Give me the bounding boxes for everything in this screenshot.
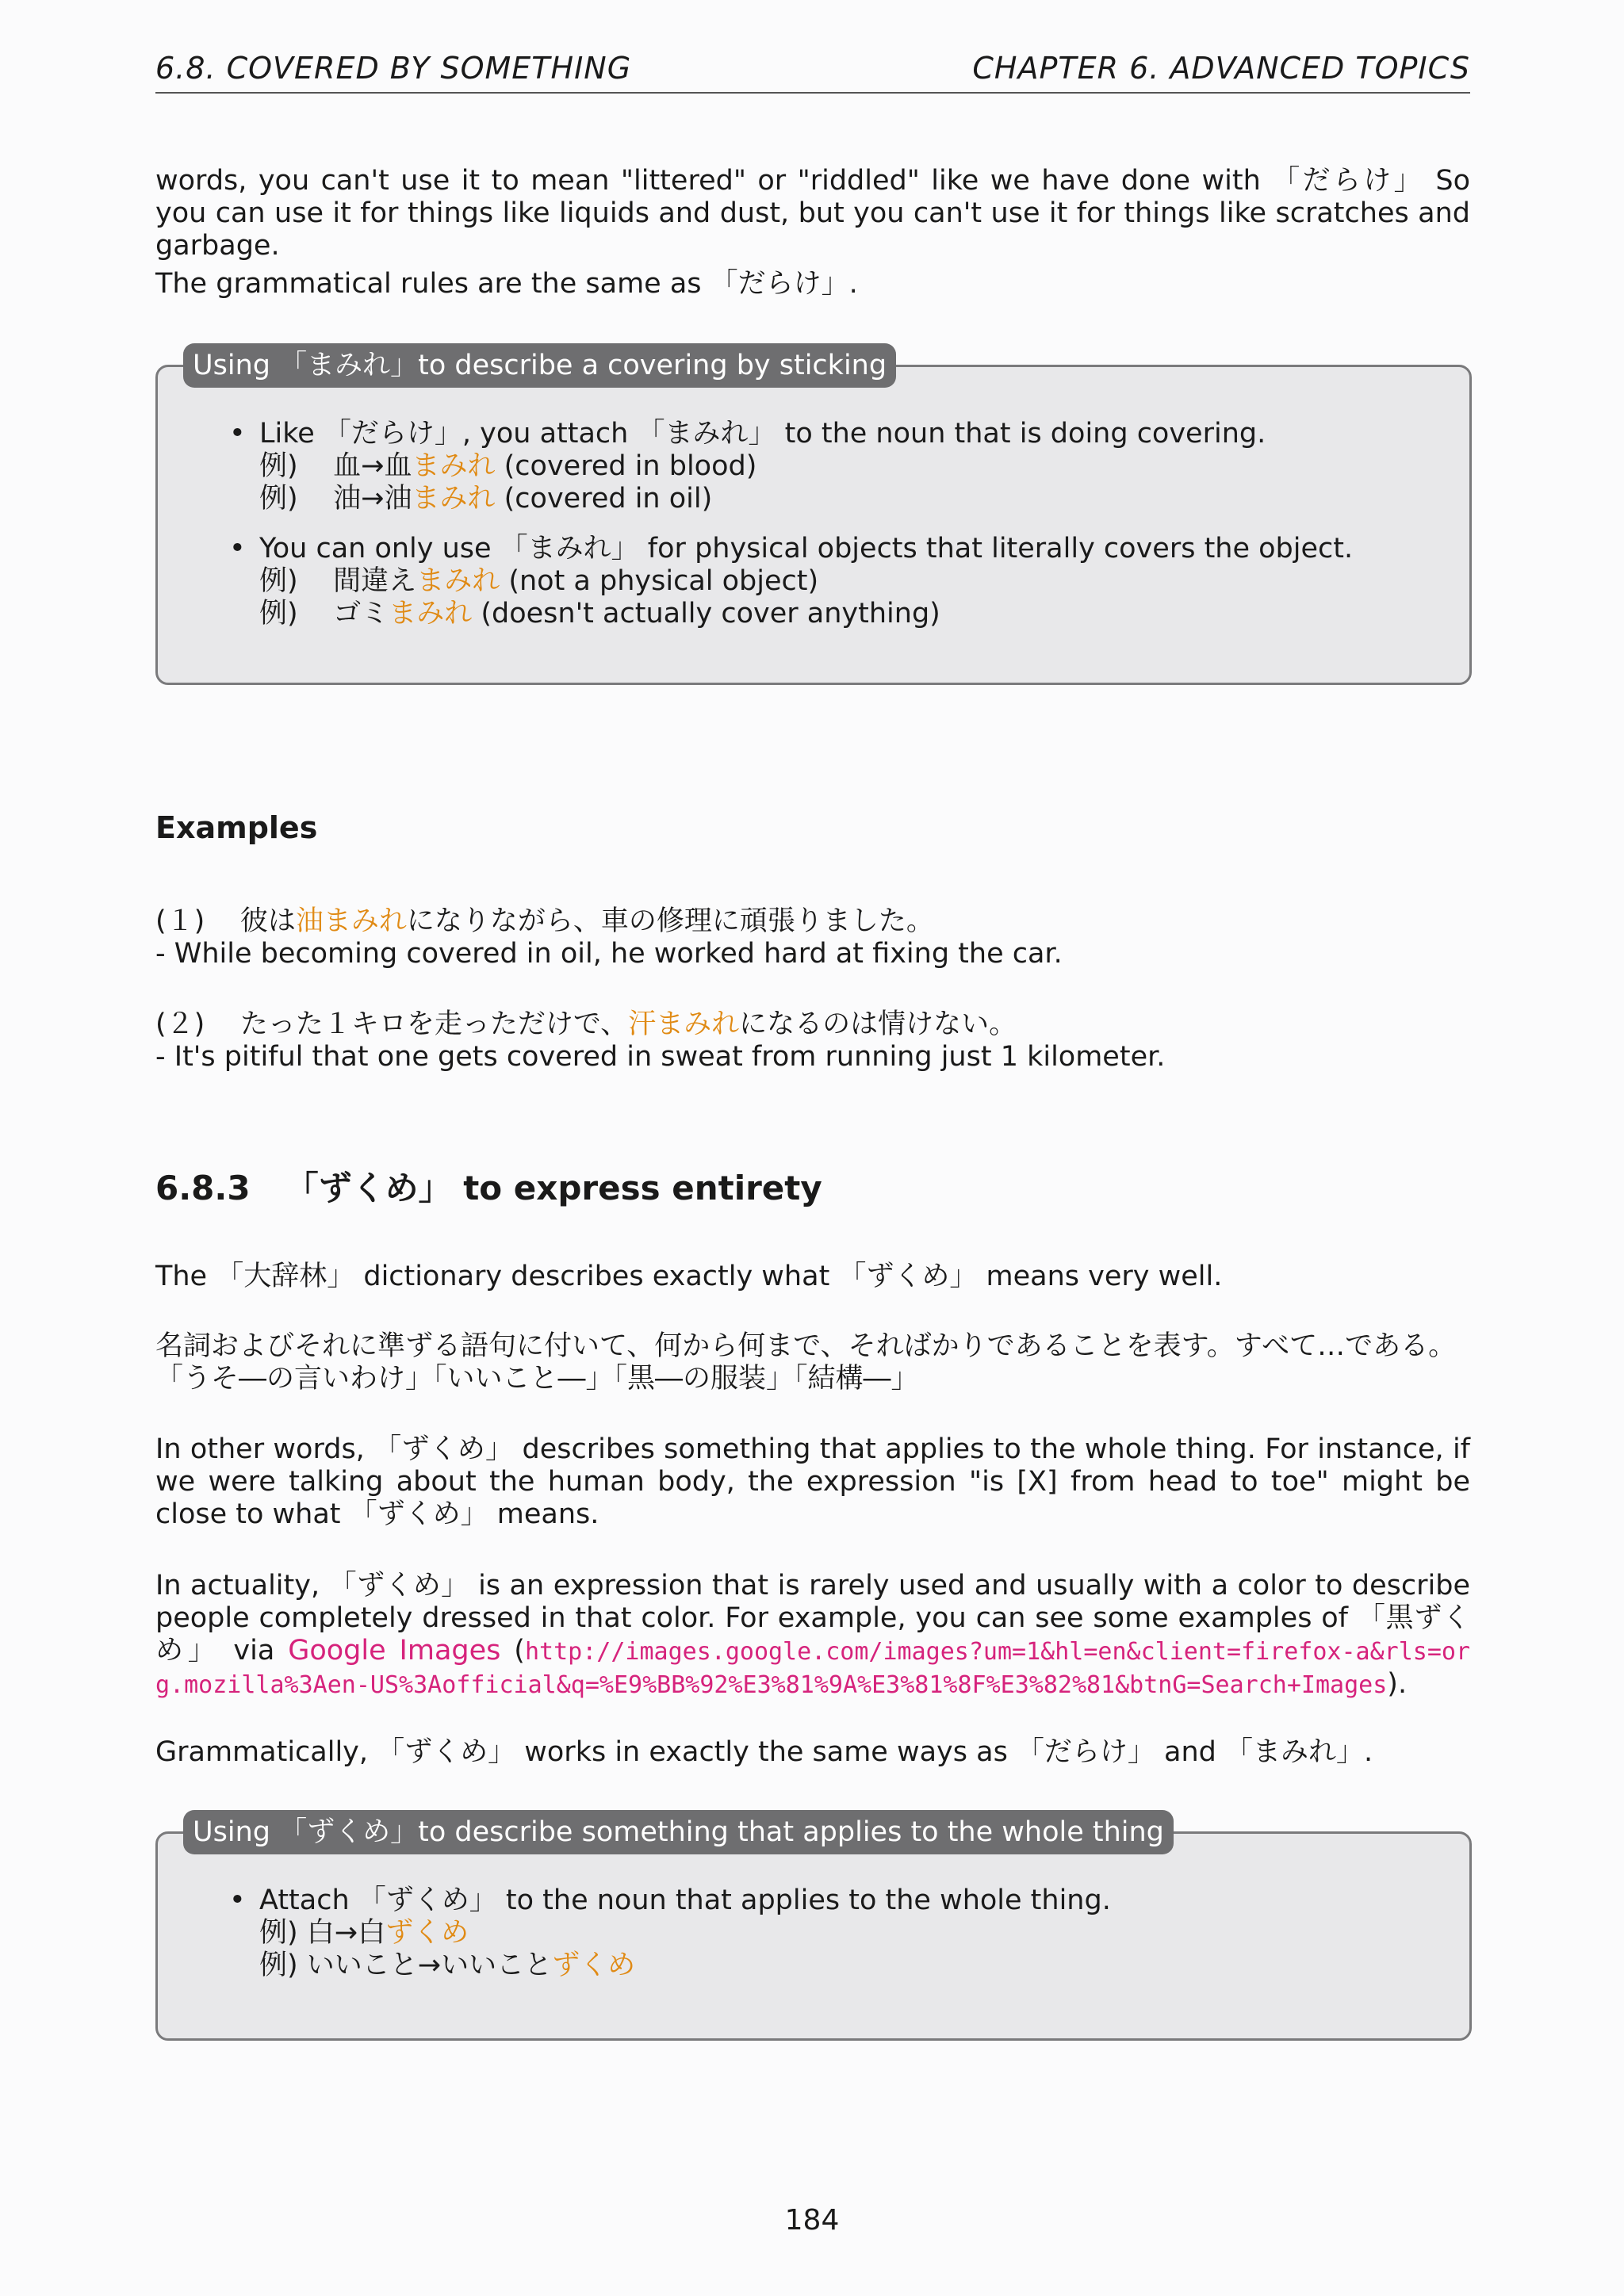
grammar-paragraph: Grammatically, 「ずくめ」 works in exactly the same ways as 「だらけ」 and 「まみれ」. — [155, 1736, 1373, 1768]
examples-heading: Examples — [155, 810, 318, 845]
zukume-rule-box — [155, 1816, 1472, 2041]
section-heading — [155, 1162, 822, 1210]
grammar-rule-paragraph: The grammatical rules are the same as 「だらけ」. — [155, 268, 858, 300]
example-row: 例) ゴミまみれ (doesn't actually cover anything) — [259, 598, 940, 629]
example-sentence-2: (２) たった１キロを走っただけで、汗まみれになるのは情けない。 - It's pitiful that one gets covered in sweat from running just 1 kilometer. — [155, 1008, 1166, 1073]
box-title: Using 「ずくめ」to describe something that applies to the whole thing — [183, 1810, 1174, 1854]
list-item — [158, 533, 1469, 630]
bullet-icon: • — [229, 1885, 246, 1916]
mamire-rule-box — [155, 350, 1472, 685]
page-number: 184 — [784, 2204, 840, 2237]
bullet-text: You can only use 「まみれ」 for physical objects that literally covers the object. — [259, 533, 1354, 564]
bullet-icon: • — [229, 533, 246, 564]
header-section: 6.8. COVERED BY SOMETHING — [155, 51, 632, 86]
example-row: 例) 油→油まみれ (covered in oil) — [259, 483, 713, 515]
example-row: 例) 血→血まみれ (covered in blood) — [259, 450, 757, 482]
example-row: 例) 間違えまみれ (not a physical object) — [259, 565, 819, 597]
example-row: 例) 白→白ずくめ — [259, 1917, 469, 1949]
section-title: 「ずくめ」 to express entirety — [285, 1169, 822, 1207]
example-row: 例) いいこと→いいことずくめ — [259, 1950, 636, 1981]
dictionary-intro-paragraph: The 「大辞林」 dictionary describes exactly what 「ずくめ」 means very well. — [155, 1261, 1223, 1292]
section-number: 6.8.3 — [155, 1169, 251, 1207]
list-item — [158, 1885, 1469, 1982]
google-images-link[interactable]: Google Images — [288, 1635, 501, 1667]
header-chapter: CHAPTER 6. ADVANCED TOPICS — [972, 51, 1470, 86]
intro-paragraph: words, you can't use it to mean "littered" or "riddled" like we have done with 「だらけ」 So you can use it for things like liquids and dust, but you can't use it for things like scratches and garbage. — [155, 165, 1470, 262]
example-translation: - While becoming covered in oil, he worked hard at fixing the car. — [155, 938, 1063, 970]
running-header — [155, 51, 1470, 94]
usage-paragraph: In actuality, 「ずくめ」 is an expression that is rarely used and usually with a color to describe people completely dressed in that color. For example, you can see some examples of 「黒ずくめ」 via Google Images (http://images.google.com/images?um=1&hl=en&client=firefox-a&rls=org.mozilla%3Aen-US%3Aofficial&q=%E9%BB%92%E3%81%9A%E3%81%8F%E3%82%81&btnG=Search+Images). — [155, 1570, 1471, 1700]
dictionary-quote: 名詞およびそれに準ずる語句に付いて、何から何まで、そればかりであることを表す。すべて…である。 「うそ―の言いわけ」「いいこと―」「黒―の服装」「結構―」 — [155, 1330, 1457, 1395]
list-item — [158, 418, 1469, 515]
example-translation: - It's pitiful that one gets covered in sweat from running just 1 kilometer. — [155, 1041, 1166, 1073]
google-images-url-link[interactable]: http://images.google.com/images?um=1&hl=en&client=firefox-a&rls=org.mozilla%3Aen-US%3Aofficial&q=%E9%BB%92%E3%81%9A%E3%81%8F%E3%82%81&btnG=Search+Images — [155, 1638, 1471, 1699]
bullet-text: Attach 「ずくめ」 to the noun that applies to the whole thing. — [259, 1885, 1111, 1916]
box-title: Using 「まみれ」to describe a covering by sticking — [183, 343, 896, 388]
bullet-icon: • — [229, 418, 246, 450]
explanation-paragraph: In other words, 「ずくめ」 describes something that applies to the whole thing. For instance, if we were talking about the human body, the expression "is [X] from head to toe" might be close to what 「ずくめ」 means. — [155, 1433, 1470, 1530]
example-sentence-1: (１) 彼は油まみれになりながら、車の修理に頑張りました。 - While becoming covered in oil, he worked hard at fixing the car. — [155, 905, 1063, 970]
bullet-text: Like 「だらけ」, you attach 「まみれ」 to the noun that is doing covering. — [259, 418, 1266, 450]
